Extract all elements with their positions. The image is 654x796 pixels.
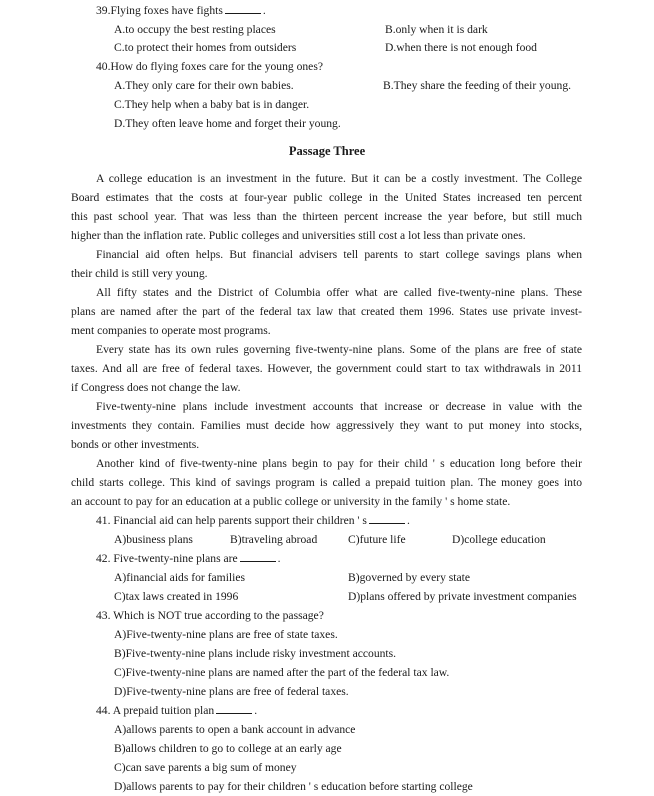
passage-line: bonds or other investments. [71, 438, 200, 451]
question-43-option-d: D)Five-twenty-nine plans are free of federal taxes. [114, 685, 349, 698]
question-42-stem [96, 551, 281, 566]
question-39-option-c: C.to protect their homes from outsiders [114, 41, 297, 54]
passage-line: taxes. And all are free of federal taxes. However, the government could start to tax withdrawals in 2011 [71, 362, 582, 375]
passage-line: their child is still very young. [71, 267, 208, 280]
question-43-option-b: B)Five-twenty-nine plans include risky investment accounts. [114, 647, 397, 660]
question-44-stem-end: . [254, 704, 258, 717]
question-42-option-a: A)financial aids for families [114, 571, 246, 584]
question-44-option-a: A)allows parents to open a bank account in advance [114, 723, 356, 736]
question-44-stem-text: 44. A prepaid tuition plan [96, 704, 215, 717]
passage-line: child starts college. This kind of savings program is called a prepaid tuition plan. The money goes into [71, 476, 582, 489]
question-39-option-d: D.when there is not enough food [385, 41, 537, 54]
question-39-option-a: A.to occupy the best resting places [114, 23, 276, 36]
question-40-option-c: C.They help when a baby bat is in danger. [114, 98, 310, 111]
question-43-option-a: A)Five-twenty-nine plans are free of state taxes. [114, 628, 338, 641]
passage-line: Another kind of five-twenty-nine plans begin to pay for their child ' s education long before their [96, 457, 582, 470]
question-39-stem [96, 3, 266, 18]
question-42-option-b: B)governed by every state [348, 571, 471, 584]
question-40-stem: 40.How do flying foxes care for the young ones? [96, 60, 323, 73]
question-42-stem-end: . [277, 552, 281, 565]
question-39-option-b: B.only when it is dark [385, 23, 488, 36]
passage-line: All fifty states and the District of Columbia offer what are called five-twenty-nine plans. These [96, 286, 582, 299]
passage-line: Five-twenty-nine plans include investment accounts that increase or decrease in value with the [96, 400, 582, 413]
answer-blank [240, 551, 276, 562]
question-41-option-c: C)future life [348, 533, 406, 546]
question-39-stem-text: 39.Flying foxes have fights [96, 4, 223, 17]
passage-line: investments they contain. Families must decide how aggressively they want to put money into stocks, [71, 419, 582, 432]
answer-blank [216, 703, 252, 714]
question-44-option-b: B)allows children to go to college at an early age [114, 742, 342, 755]
question-44-stem [96, 703, 257, 718]
passage-title: Passage Three [288, 144, 366, 158]
question-43-stem: 43. Which is NOT true according to the passage? [96, 609, 324, 622]
passage-line: an account to pay for an education at a public college or university in the family ' s home state. [71, 495, 511, 508]
passage-line: Every state has its own rules governing five-twenty-nine plans. Some of the plans are free of state [96, 343, 582, 356]
passage-line: plans are named after the part of the federal tax law that created them 1996. States use private invest- [71, 305, 582, 318]
question-41-option-a: A)business plans [114, 533, 193, 546]
question-41-stem-end: . [406, 514, 410, 527]
question-40-option-a: A.They only care for their own babies. [114, 79, 294, 92]
answer-blank [225, 3, 261, 14]
question-41-option-b: B)traveling abroad [230, 533, 318, 546]
question-43-option-c: C)Five-twenty-nine plans are named after the part of the federal tax law. [114, 666, 450, 679]
question-41-stem-text: 41. Financial aid can help parents support their children ' s [96, 514, 367, 527]
passage-line: this past school year. That was less than the thirteen percent increase the year before, but still much [71, 210, 582, 223]
question-40-option-d: D.They often leave home and forget their young. [114, 117, 341, 130]
passage-line: ment companies to operate most programs. [71, 324, 271, 337]
question-39-stem-end: . [262, 4, 266, 17]
passage-line: if Congress does not change the law. [71, 381, 241, 394]
answer-blank [369, 513, 405, 524]
question-40-option-b: B.They share the feeding of their young. [383, 79, 572, 92]
passage-line: higher than the inflation rate. Public colleges and universities still cost a lot less than private ones. [71, 229, 526, 242]
passage-line: Financial aid often helps. But financial advisers tell parents to start college savings plans when [96, 248, 582, 261]
question-44-option-c: C)can save parents a big sum of money [114, 761, 297, 774]
question-42-stem-text: 42. Five-twenty-nine plans are [96, 552, 238, 565]
question-42-option-d: D)plans offered by private investment companies [348, 590, 577, 603]
question-44-option-d: D)allows parents to pay for their children ' s education before starting college [114, 780, 473, 793]
question-42-option-c: C)tax laws created in 1996 [114, 590, 239, 603]
passage-line: Board estimates that the costs at four-year public college in the United States increased ten percent [71, 191, 582, 204]
question-41-option-d: D)college education [452, 533, 546, 546]
passage-line: A college education is an investment in the future. But it can be a costly investment. The College [96, 172, 582, 185]
question-41-stem [96, 513, 410, 528]
